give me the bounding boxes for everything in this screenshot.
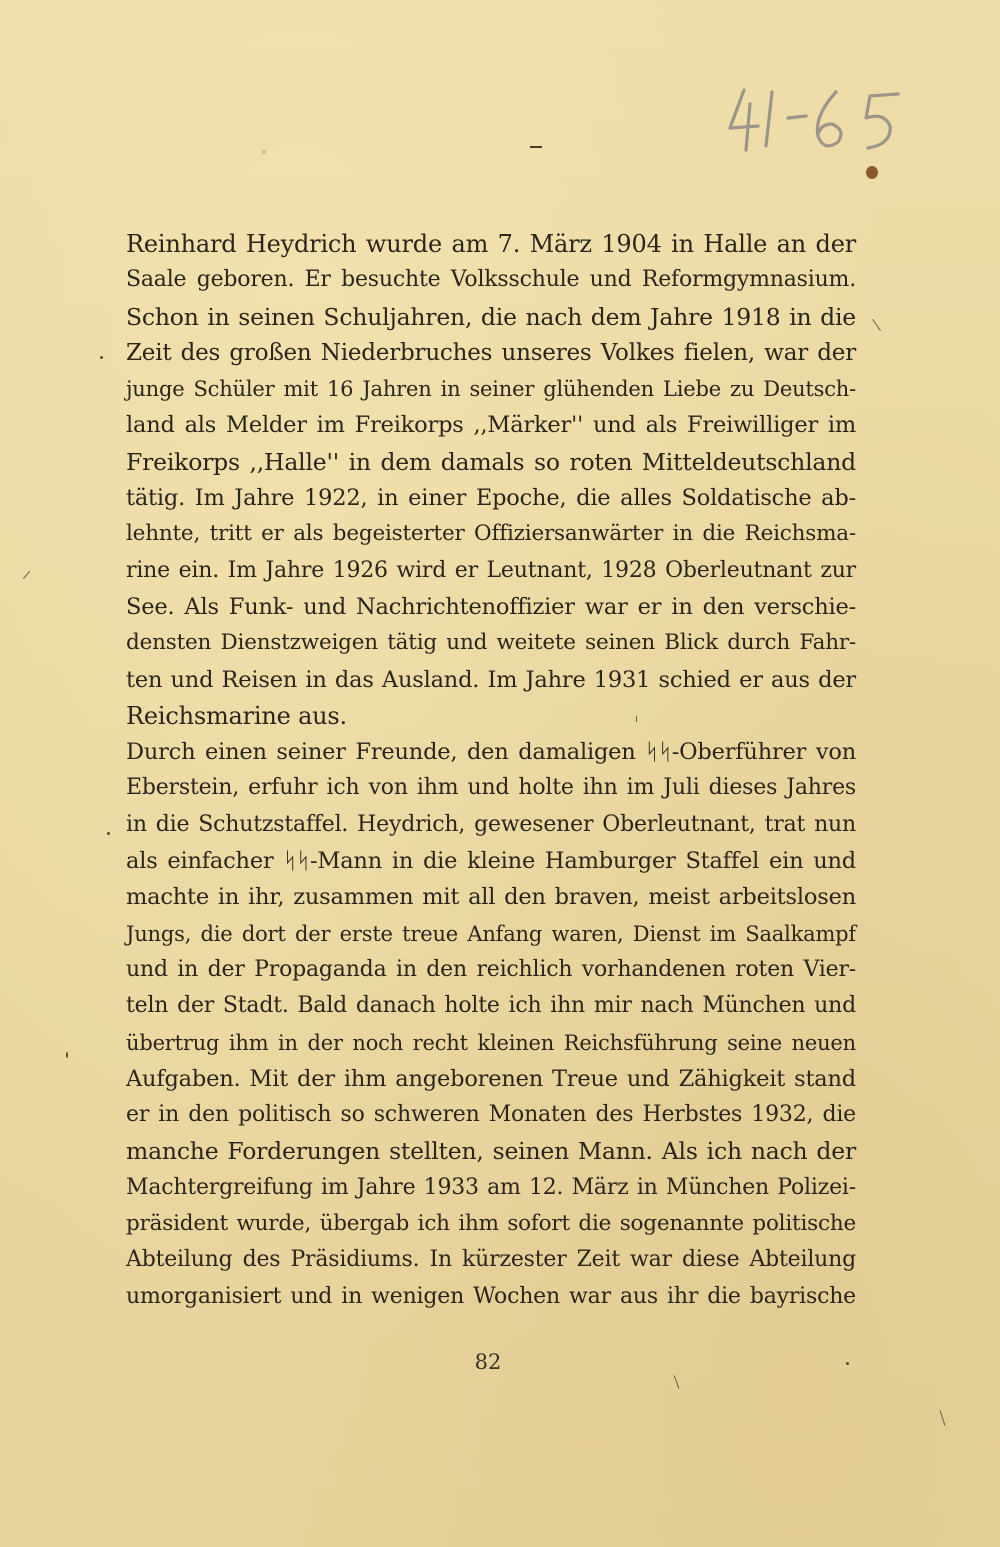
text-line: machte in ihr, zusammen mit all den braven, meist arbeitslosen bbox=[126, 884, 856, 911]
text-line: Machtergreifung im Jahre 1933 am 12. März in München Polizei- bbox=[126, 1174, 856, 1200]
stray-dash-mark bbox=[530, 146, 542, 148]
text-line: übertrug ihm in der noch recht kleinen Reichsführung seine neuen bbox=[126, 1030, 856, 1055]
text-line: rine ein. Im Jahre 1926 wird er Leutnant, 1928 Oberleutnant zur bbox=[126, 557, 856, 583]
paper-fiber bbox=[940, 1410, 946, 1426]
handwritten-archive-number bbox=[722, 78, 912, 158]
text-line: Durch einen seiner Freunde, den damaligen ᛋᛋ-Oberführer von bbox=[126, 739, 856, 766]
text-line: als einfacher ᛋᛋ-Mann in die kleine Hamburger Staffel ein und bbox=[126, 848, 856, 875]
text-line: lehnte, tritt er als begeisterter Offiziersanwärter in die Reichsma- bbox=[126, 521, 856, 547]
text-line: Zeit des großen Niederbruches unseres Volkes fielen, war der bbox=[126, 339, 856, 366]
page-number: 82 bbox=[474, 1350, 502, 1374]
paper-speck bbox=[262, 150, 266, 154]
text-line: Freikorps ,,Halle'' in dem damals so roten Mitteldeutschland bbox=[126, 447, 856, 476]
body-text bbox=[126, 226, 856, 1315]
text-line: densten Dienstzweigen tätig und weitete seinen Blick durch Fahr- bbox=[126, 630, 856, 656]
text-line: Reinhard Heydrich wurde am 7. März 1904 in Halle an der bbox=[126, 230, 856, 258]
text-line: Eberstein, erfuhr ich von ihm und holte ihn im Juli dieses Jahres bbox=[126, 775, 856, 801]
text-line: teln der Stadt. Bald danach holte ich ihn mir nach München und bbox=[126, 993, 856, 1019]
text-line: Jungs, die dort der erste treue Anfang waren, Dienst im Saalkampf bbox=[126, 921, 856, 946]
text-line: junge Schüler mit 16 Jahren in seiner glühenden Liebe zu Deutsch- bbox=[126, 377, 856, 402]
paper-fiber bbox=[23, 571, 30, 579]
text-line: tätig. Im Jahre 1922, in einer Epoche, die alles Soldatische ab- bbox=[126, 485, 856, 512]
text-line: Abteilung des Präsidiums. In kürzester Zeit war diese Abteilung bbox=[126, 1247, 856, 1273]
paper-speck bbox=[100, 356, 103, 359]
paper-fiber bbox=[872, 319, 881, 331]
text-line: land als Melder im Freikorps ,,Märker'' und als Freiwilliger im bbox=[126, 412, 856, 439]
text-line: und in der Propaganda in den reichlich vorhandenen roten Vier- bbox=[126, 956, 856, 982]
paper-speck bbox=[66, 1052, 68, 1058]
paper-fiber bbox=[674, 1375, 680, 1388]
paper-speck bbox=[107, 832, 110, 835]
text-line: umorganisiert und in wenigen Wochen war aus ihr die bayrische bbox=[126, 1283, 856, 1309]
text-line: Saale geboren. Er besuchte Volksschule und Reformgymnasium. bbox=[126, 267, 856, 293]
text-line: ten und Reisen in das Ausland. Im Jahre 1931 schied er aus der bbox=[126, 666, 856, 693]
text-line: präsident wurde, übergab ich ihm sofort die sogenannte politische bbox=[126, 1211, 856, 1237]
text-line: Aufgaben. Mit der ihm angeborenen Treue und Zähigkeit stand bbox=[126, 1065, 856, 1092]
text-line: Reichsmarine aus. bbox=[126, 701, 347, 730]
text-line: Schon in seinen Schuljahren, die nach dem Jahre 1918 in die bbox=[126, 302, 856, 331]
text-line: See. Als Funk- und Nachrichtenoffizier war er in den verschie- bbox=[126, 593, 856, 620]
paper-stain bbox=[866, 166, 878, 179]
text-line: er in den politisch so schweren Monaten des Herbstes 1932, die bbox=[126, 1102, 856, 1128]
text-line: in die Schutzstaffel. Heydrich, gewesener Oberleutnant, trat nun bbox=[126, 811, 856, 837]
text-line: manche Forderungen stellten, seinen Mann. Als ich nach der bbox=[126, 1137, 856, 1166]
